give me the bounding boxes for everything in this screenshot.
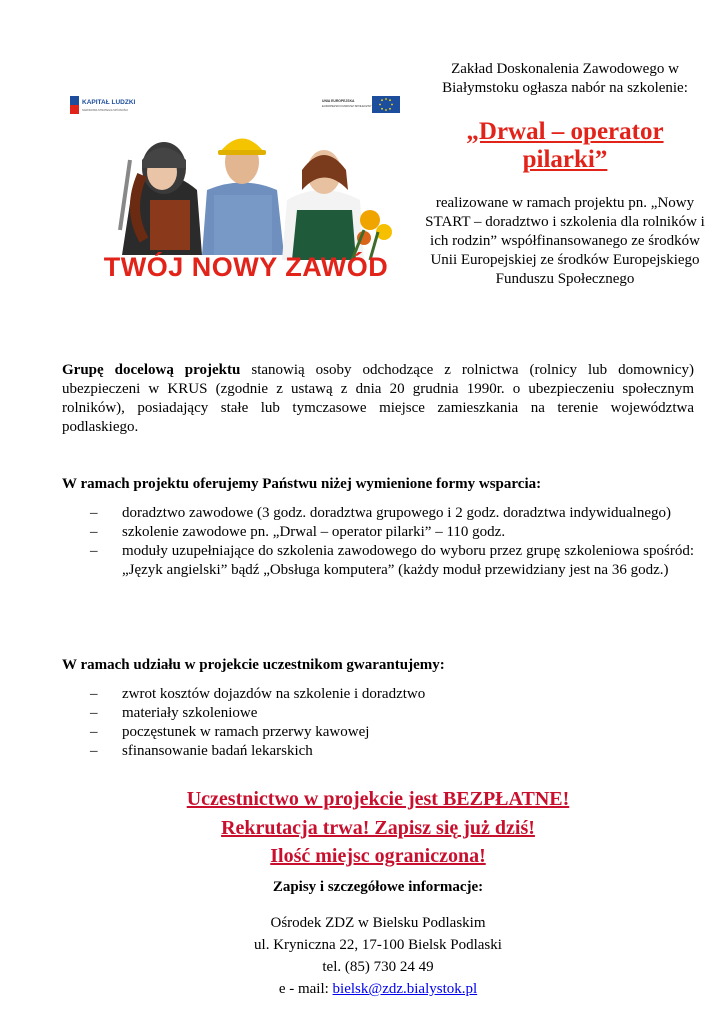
dash-bullet: – <box>90 505 98 521</box>
list-item <box>62 723 694 742</box>
office-phone: tel. (85) 730 24 49 <box>322 959 434 975</box>
logo-left-subtext: NARODOWA STRATEGIA SPÓJNOŚCI <box>82 109 129 112</box>
email-label: e - mail: <box>278 981 333 997</box>
dash-bullet: – <box>90 686 98 702</box>
project-info: realizowane w ramach projektu pn. „Nowy START – doradztwo i szkolenia dla rolników i ich rodzin” współfinansowanego ze środków Unii Europejskiej ze środków Europejskiego Funduszu Społecznego <box>425 195 705 287</box>
course-title: „Drwal – operator pilarki” <box>466 118 664 173</box>
dash-bullet: – <box>90 743 98 759</box>
list-item <box>62 704 694 723</box>
announcement-text: Zakład Doskonalenia Zawodowego w Białymstoku ogłasza nabór na szkolenie: <box>442 61 688 96</box>
contact-heading: Zapisy i szczegółowe informacje: <box>272 879 484 895</box>
guarantees-heading: W ramach udziału w projekcie uczestnikom gwarantujemy: <box>62 657 445 673</box>
list-item <box>62 742 694 761</box>
list-item-text: sfinansowanie badań lekarskich <box>122 743 313 759</box>
recruitment-callout: Rekrutacja trwa! Zapisz się już dziś! <box>221 817 535 839</box>
target-group-paragraph <box>62 361 694 437</box>
list-item-text: doradztwo zawodowe (3 godz. doradztwa grupowego i 2 godz. doradztwa indywidualnego) <box>122 505 671 521</box>
eu-flag-logo <box>322 94 402 114</box>
support-heading: W ramach projektu oferujemy Państwu niżej wymienione formy wsparcia: <box>62 476 542 492</box>
logo-right-text: UNIA EUROPEJSKA <box>322 99 355 103</box>
list-item <box>62 523 694 542</box>
target-group-text: stanowią osoby odchodzące z rolnictwa (rolnicy lub domownicy) ubezpieczeni w KRUS (zgodnie z ustawą z dnia 20 grudnia 1990r. o ubezpieczeniu społecznym rolników), posiadający stałe lub tymczasowe miejsce zamieszkania na terenie województwa podlaskiego. <box>62 362 694 435</box>
list-item-text: zwrot kosztów dojazdów na szkolenie i doradztwo <box>122 686 426 702</box>
dash-bullet: – <box>90 705 98 721</box>
list-item <box>62 504 694 523</box>
guarantees-list <box>62 685 694 761</box>
dash-bullet: – <box>90 524 98 540</box>
office-address: ul. Kryniczna 22, 17-100 Bielsk Podlaski <box>254 937 502 953</box>
free-participation-callout: Uczestnictwo w projekcie jest BEZPŁATNE! <box>186 788 570 810</box>
support-list <box>62 504 694 580</box>
dash-bullet: – <box>90 724 98 740</box>
welder-figure <box>120 142 202 255</box>
target-group-lead: Grupę docelową projektu <box>62 362 241 378</box>
list-item <box>62 542 694 580</box>
email-link[interactable]: bielsk@zdz.bialystok.pl <box>332 981 478 997</box>
list-item-text: moduły uzupełniające do szkolenia zawodowego do wyboru przez grupę szkoleniowa spośród: „Język angielski” bądź „Obsługa komputera” (każdy moduł przewidziany jest na 36 godz.) <box>122 543 694 578</box>
kapital-ludzki-logo <box>70 94 136 116</box>
builder-figure <box>202 139 284 256</box>
list-item <box>62 685 694 704</box>
office-email <box>62 978 694 1000</box>
contact-block <box>62 912 694 1000</box>
list-item-text: materiały szkoleniowe <box>122 705 258 721</box>
list-item-text: szkolenie zawodowe pn. „Drwal – operator pilarki” – 110 godz. <box>122 524 506 540</box>
announcement-block <box>425 60 705 289</box>
office-name: Ośrodek ZDZ w Bielsku Podlaskim <box>270 915 486 931</box>
dash-bullet: – <box>90 543 98 559</box>
list-item-text: poczęstunek w ramach przerwy kawowej <box>122 724 370 740</box>
poster-headline: TWÓJ NOWY ZAWÓD <box>103 252 389 282</box>
logo-right-subtext: EUROPEJSKI FUNDUSZ SPOŁECZNY <box>322 104 372 108</box>
logo-left-text: KAPITAŁ LUDZKI <box>82 99 136 106</box>
promo-poster <box>62 86 408 296</box>
florist-figure <box>282 150 392 260</box>
logo-row <box>62 86 408 120</box>
limited-places-callout: Ilość miejsc ograniczona! <box>270 845 486 867</box>
